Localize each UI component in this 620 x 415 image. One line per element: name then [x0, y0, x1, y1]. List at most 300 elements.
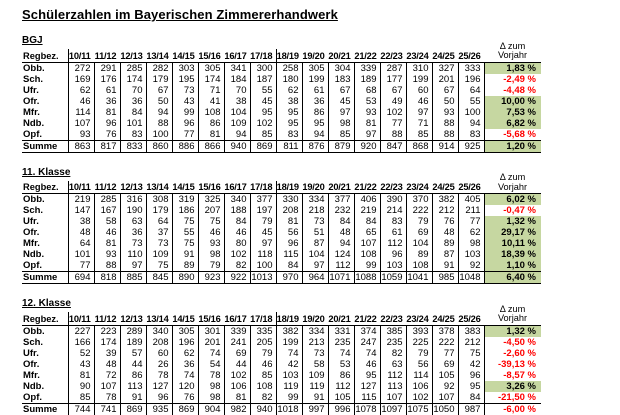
row-label: Obb. — [22, 325, 68, 337]
table-section — [22, 298, 610, 415]
delta-cell: 1,83 % — [484, 62, 541, 74]
table-body — [22, 194, 541, 284]
value-cell: 291 — [94, 62, 120, 74]
value-cell: 103 — [380, 260, 406, 272]
delta-header-line1: Δ zum — [499, 303, 526, 314]
value-cell: 81 — [198, 129, 224, 141]
value-cell: 63 — [120, 216, 146, 227]
value-cell: 187 — [250, 74, 276, 85]
value-cell: 1041 — [406, 272, 432, 284]
value-cell: 94 — [302, 129, 328, 141]
value-cell: 282 — [146, 62, 172, 74]
delta-cell: 10,00 % — [484, 96, 541, 107]
year-header: 17/18 — [250, 181, 276, 194]
value-cell: 869 — [172, 403, 198, 415]
value-cell: 923 — [198, 272, 224, 284]
value-cell: 85 — [68, 392, 94, 404]
total-row — [22, 140, 541, 152]
value-cell: 285 — [120, 62, 146, 74]
value-cell: 241 — [224, 337, 250, 348]
value-cell: 833 — [120, 140, 146, 152]
row-label: Ufr. — [22, 85, 68, 96]
value-cell: 199 — [406, 74, 432, 85]
delta-cell: -6,00 % — [484, 403, 541, 415]
row-label: Summe — [22, 272, 68, 284]
delta-cell: 3,26 % — [484, 381, 541, 392]
value-cell: 1018 — [276, 403, 302, 415]
value-cell: 51 — [302, 227, 328, 238]
value-cell: 96 — [146, 392, 172, 404]
value-cell: 112 — [328, 260, 354, 272]
value-cell: 76 — [172, 392, 198, 404]
delta-cell: 1,32 % — [484, 325, 541, 337]
value-cell: 97 — [406, 107, 432, 118]
value-cell: 102 — [406, 392, 432, 404]
value-cell: 914 — [432, 140, 458, 152]
delta-cell: -21,50 % — [497, 391, 536, 403]
value-cell: 95 — [276, 118, 302, 129]
value-cell: 70 — [120, 85, 146, 96]
value-cell: 987 — [458, 403, 484, 415]
value-cell: 53 — [328, 359, 354, 370]
table-row — [22, 325, 541, 337]
value-cell: 114 — [68, 107, 94, 118]
value-cell: 94 — [224, 129, 250, 141]
value-cell: 77 — [172, 129, 198, 141]
value-cell: 305 — [172, 325, 198, 337]
value-cell: 64 — [146, 216, 172, 227]
value-cell: 327 — [432, 62, 458, 74]
value-cell: 93 — [68, 129, 94, 141]
value-cell: 1078 — [354, 403, 380, 415]
year-header: 10/11 — [68, 181, 94, 194]
delta-cell: 18,39 % — [484, 249, 541, 260]
value-cell: 46 — [354, 359, 380, 370]
delta-header-line2: Vorjahr — [497, 181, 528, 192]
value-cell: 104 — [224, 107, 250, 118]
value-cell: 227 — [68, 325, 94, 337]
value-cell: 46 — [224, 227, 250, 238]
delta-cell: -2,60 % — [503, 347, 536, 359]
value-cell: 84 — [354, 216, 380, 227]
table-row — [22, 348, 541, 359]
year-header: 18/19 — [276, 312, 302, 325]
delta-header-line1: Δ zum — [499, 172, 526, 182]
value-cell: 333 — [458, 62, 484, 74]
value-cell: 75 — [198, 216, 224, 227]
value-cell: 69 — [432, 359, 458, 370]
value-cell: 103 — [276, 370, 302, 381]
value-cell: 120 — [172, 381, 198, 392]
table-row — [22, 392, 541, 404]
value-cell: 201 — [432, 74, 458, 85]
table-row — [22, 205, 541, 216]
value-cell: 102 — [250, 118, 276, 129]
value-cell: 222 — [406, 205, 432, 216]
delta-header — [484, 303, 541, 325]
value-cell: 93 — [198, 238, 224, 249]
value-cell: 208 — [146, 337, 172, 348]
value-cell: 982 — [224, 403, 250, 415]
value-cell: 71 — [406, 118, 432, 129]
delta-header-line2: Vorjahr — [497, 50, 528, 60]
year-header: 22/23 — [380, 181, 406, 194]
total-row — [22, 403, 541, 415]
year-header: 24/25 — [432, 181, 458, 194]
value-cell: 845 — [146, 272, 172, 284]
year-header: 12/13 — [120, 312, 146, 325]
value-cell: 97 — [328, 107, 354, 118]
value-cell: 93 — [94, 249, 120, 260]
value-cell: 67 — [380, 85, 406, 96]
value-cell: 76 — [432, 216, 458, 227]
value-cell: 222 — [432, 337, 458, 348]
value-cell: 885 — [120, 272, 146, 284]
value-cell: 83 — [380, 216, 406, 227]
row-label: Ufr. — [22, 216, 68, 227]
year-header: 23/24 — [406, 181, 432, 194]
value-cell: 98 — [328, 118, 354, 129]
value-cell: 87 — [432, 249, 458, 260]
value-cell: 96 — [458, 370, 484, 381]
value-cell: 147 — [68, 205, 94, 216]
value-cell: 85 — [406, 129, 432, 141]
page-title: Schülerzahlen im Bayerischen Zimmererhandwerk — [22, 7, 338, 22]
regbez-header: Regbez. — [22, 312, 68, 325]
value-cell: 91 — [302, 392, 328, 404]
table-row — [22, 381, 541, 392]
value-cell: 43 — [172, 96, 198, 107]
value-cell: 92 — [432, 381, 458, 392]
delta-cell: 6,02 % — [484, 194, 541, 206]
value-cell: 370 — [406, 194, 432, 206]
value-cell: 74 — [328, 348, 354, 359]
row-label: Sch. — [22, 205, 68, 216]
value-cell: 393 — [406, 325, 432, 337]
value-cell: 212 — [432, 205, 458, 216]
value-cell: 176 — [94, 74, 120, 85]
year-header: 10/11 — [68, 312, 94, 325]
value-cell: 1097 — [380, 403, 406, 415]
year-header: 11/12 — [94, 312, 120, 325]
value-cell: 48 — [328, 227, 354, 238]
value-cell: 74 — [172, 370, 198, 381]
delta-cell: 7,53 % — [484, 107, 541, 118]
delta-cell: 6,40 % — [484, 272, 541, 284]
value-cell: 385 — [380, 325, 406, 337]
value-cell: 818 — [94, 272, 120, 284]
value-cell: 88 — [146, 118, 172, 129]
value-cell: 866 — [198, 140, 224, 152]
value-cell: 219 — [68, 194, 94, 206]
value-cell: 99 — [354, 260, 380, 272]
value-cell: 99 — [172, 107, 198, 118]
value-cell: 48 — [432, 227, 458, 238]
value-cell: 78 — [146, 370, 172, 381]
year-header: 17/18 — [250, 49, 276, 62]
year-header: 14/15 — [172, 312, 198, 325]
row-label: Summe — [22, 140, 68, 152]
value-cell: 36 — [172, 359, 198, 370]
value-cell: 38 — [68, 216, 94, 227]
value-cell: 694 — [68, 272, 94, 284]
value-cell: 272 — [68, 62, 94, 74]
value-cell: 405 — [458, 194, 484, 206]
row-label: Opf. — [22, 260, 68, 272]
value-cell: 96 — [94, 118, 120, 129]
value-cell: 83 — [120, 129, 146, 141]
value-cell: 876 — [302, 140, 328, 152]
value-cell: 179 — [146, 74, 172, 85]
delta-cell: 1,20 % — [484, 140, 541, 152]
value-cell: 39 — [94, 348, 120, 359]
value-cell: 44 — [224, 359, 250, 370]
total-row — [22, 272, 541, 284]
value-cell: 36 — [94, 96, 120, 107]
value-cell: 86 — [198, 118, 224, 129]
value-cell: 218 — [302, 205, 328, 216]
value-cell: 382 — [432, 194, 458, 206]
value-cell: 308 — [146, 194, 172, 206]
value-cell: 67 — [328, 85, 354, 96]
value-cell: 377 — [328, 194, 354, 206]
value-cell: 57 — [120, 348, 146, 359]
table-row — [22, 238, 541, 249]
regbez-header: Regbez. — [22, 49, 68, 62]
value-cell: 75 — [172, 238, 198, 249]
value-cell: 107 — [432, 392, 458, 404]
value-cell: 92 — [458, 260, 484, 272]
table-row — [22, 85, 541, 96]
value-cell: 985 — [432, 272, 458, 284]
value-cell: 76 — [94, 129, 120, 141]
value-cell: 64 — [68, 238, 94, 249]
year-header: 25/26 — [458, 49, 484, 62]
value-cell: 73 — [146, 238, 172, 249]
value-cell: 339 — [354, 62, 380, 74]
value-cell: 77 — [68, 260, 94, 272]
value-cell: 80 — [224, 238, 250, 249]
value-cell: 97 — [302, 260, 328, 272]
year-header: 15/16 — [198, 49, 224, 62]
value-cell: 258 — [276, 62, 302, 74]
year-header: 23/24 — [406, 312, 432, 325]
value-cell: 232 — [328, 205, 354, 216]
row-label: Ofr. — [22, 96, 68, 107]
value-cell: 98 — [458, 238, 484, 249]
row-label: Mfr. — [22, 370, 68, 381]
value-cell: 84 — [276, 260, 302, 272]
value-cell: 75 — [146, 260, 172, 272]
value-cell: 869 — [250, 140, 276, 152]
value-cell: 330 — [276, 194, 302, 206]
header-row — [22, 312, 541, 325]
delta-cell: -4,50 % — [503, 336, 536, 348]
row-label: Obb. — [22, 62, 68, 74]
value-cell: 868 — [406, 140, 432, 152]
delta-header-text — [484, 305, 541, 324]
year-header: 14/15 — [172, 49, 198, 62]
value-cell: 36 — [302, 96, 328, 107]
table-body — [22, 62, 541, 152]
table-row — [22, 359, 541, 370]
value-cell: 179 — [146, 205, 172, 216]
value-cell: 97 — [354, 129, 380, 141]
year-header: 16/17 — [224, 49, 250, 62]
value-cell: 45 — [250, 96, 276, 107]
value-cell: 97 — [250, 238, 276, 249]
value-cell: 49 — [380, 96, 406, 107]
value-cell: 95 — [276, 107, 302, 118]
value-cell: 69 — [406, 227, 432, 238]
value-cell: 115 — [276, 249, 302, 260]
value-cell: 91 — [120, 392, 146, 404]
section-title: 12. Klasse — [22, 298, 71, 309]
value-cell: 75 — [172, 216, 198, 227]
value-cell: 305 — [198, 62, 224, 74]
value-cell: 90 — [68, 381, 94, 392]
value-cell: 106 — [224, 381, 250, 392]
value-cell: 890 — [172, 272, 198, 284]
delta-header-text — [484, 42, 541, 61]
value-cell: 118 — [250, 249, 276, 260]
value-cell: 100 — [146, 129, 172, 141]
year-header: 22/23 — [380, 312, 406, 325]
regbez-header: Regbez. — [22, 181, 68, 194]
delta-header-text — [484, 173, 541, 192]
value-cell: 96 — [380, 249, 406, 260]
value-cell: 89 — [172, 260, 198, 272]
value-cell: 103 — [458, 249, 484, 260]
value-cell: 110 — [120, 249, 146, 260]
value-cell: 96 — [172, 118, 198, 129]
value-cell: 56 — [276, 227, 302, 238]
value-cell: 847 — [380, 140, 406, 152]
value-cell: 73 — [120, 238, 146, 249]
value-cell: 70 — [224, 85, 250, 96]
value-cell: 41 — [198, 96, 224, 107]
value-cell: 98 — [198, 392, 224, 404]
value-cell: 73 — [302, 216, 328, 227]
value-cell: 85 — [250, 370, 276, 381]
row-label: Ofr. — [22, 359, 68, 370]
value-cell: 997 — [302, 403, 328, 415]
value-cell: 96 — [276, 238, 302, 249]
year-header: 13/14 — [146, 49, 172, 62]
value-cell: 225 — [406, 337, 432, 348]
value-cell: 186 — [172, 205, 198, 216]
value-cell: 996 — [328, 403, 354, 415]
value-cell: 109 — [146, 249, 172, 260]
value-cell: 58 — [94, 216, 120, 227]
value-cell: 74 — [276, 348, 302, 359]
value-cell: 84 — [328, 216, 354, 227]
value-cell: 89 — [406, 249, 432, 260]
value-cell: 214 — [380, 205, 406, 216]
row-label: Mfr. — [22, 238, 68, 249]
value-cell: 301 — [198, 325, 224, 337]
row-label: Obb. — [22, 194, 68, 206]
value-cell: 188 — [224, 205, 250, 216]
delta-cell: -0,47 % — [503, 205, 536, 216]
year-header: 19/20 — [302, 181, 328, 194]
table-row — [22, 260, 541, 272]
row-label: Ndb. — [22, 118, 68, 129]
value-cell: 104 — [302, 249, 328, 260]
year-header: 12/13 — [120, 49, 146, 62]
value-cell: 56 — [406, 359, 432, 370]
value-cell: 1013 — [250, 272, 276, 284]
value-cell: 79 — [406, 348, 432, 359]
value-cell: 53 — [354, 96, 380, 107]
year-header: 19/20 — [302, 49, 328, 62]
value-cell: 55 — [250, 85, 276, 96]
value-cell: 879 — [328, 140, 354, 152]
value-cell: 196 — [172, 337, 198, 348]
year-header: 16/17 — [224, 181, 250, 194]
row-label: Summe — [22, 403, 68, 415]
value-cell: 115 — [354, 392, 380, 404]
value-cell: 940 — [250, 403, 276, 415]
value-cell: 89 — [432, 238, 458, 249]
value-cell: 205 — [250, 337, 276, 348]
value-cell: 112 — [328, 381, 354, 392]
year-header: 23/24 — [406, 49, 432, 62]
value-cell: 79 — [250, 348, 276, 359]
year-header: 10/11 — [68, 49, 94, 62]
value-cell: 82 — [380, 348, 406, 359]
year-header: 12/13 — [120, 181, 146, 194]
delta-header-line2: Vorjahr — [497, 313, 528, 323]
value-cell: 102 — [224, 370, 250, 381]
value-cell: 73 — [302, 348, 328, 359]
value-cell: 304 — [328, 62, 354, 74]
value-cell: 382 — [276, 325, 302, 337]
value-cell: 406 — [354, 194, 380, 206]
row-label: Sch. — [22, 74, 68, 85]
delta-cell: 10,11 % — [484, 238, 541, 249]
value-cell: 190 — [120, 205, 146, 216]
year-header: 22/23 — [380, 49, 406, 62]
value-cell: 72 — [94, 370, 120, 381]
value-cell: 50 — [432, 96, 458, 107]
value-cell: 1075 — [406, 403, 432, 415]
value-cell: 108 — [406, 260, 432, 272]
table-section — [22, 167, 610, 285]
value-cell: 81 — [224, 392, 250, 404]
value-cell: 101 — [68, 249, 94, 260]
value-cell: 64 — [458, 85, 484, 96]
value-cell: 741 — [94, 403, 120, 415]
value-cell: 166 — [68, 337, 94, 348]
year-header: 18/19 — [276, 49, 302, 62]
table-row — [22, 118, 541, 129]
value-cell: 101 — [120, 118, 146, 129]
table-row — [22, 370, 541, 381]
delta-cell: -39,13 % — [497, 358, 536, 370]
value-cell: 46 — [68, 96, 94, 107]
year-header: 13/14 — [146, 312, 172, 325]
value-cell: 74 — [198, 348, 224, 359]
value-cell: 339 — [224, 325, 250, 337]
delta-cell: -5,68 % — [503, 128, 536, 140]
row-label: Opf. — [22, 392, 68, 404]
value-cell: 189 — [354, 74, 380, 85]
value-cell: 88 — [432, 129, 458, 141]
value-cell: 79 — [250, 216, 276, 227]
value-cell: 285 — [94, 194, 120, 206]
value-cell: 335 — [250, 325, 276, 337]
